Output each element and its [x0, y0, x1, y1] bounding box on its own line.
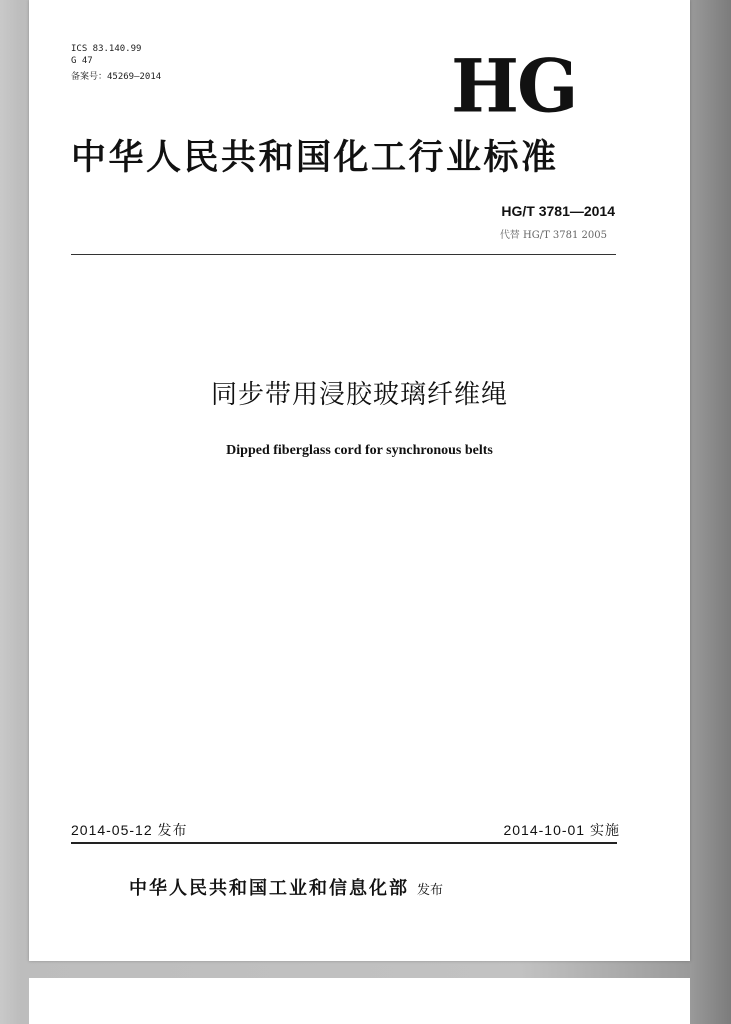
classification-block [71, 40, 161, 86]
issuer-name: 中华人民共和国工业和信息化部 [129, 878, 409, 899]
issue-date: 2014-05-12 发布 [71, 822, 188, 838]
replaces-standard: 代替 HG/T 3781 2005 [499, 230, 607, 241]
next-page-edge [29, 978, 690, 1024]
ccs-code: G 47 [71, 56, 93, 66]
ics-code: ICS 83.140.99 [71, 44, 142, 54]
hg-logo: HG [451, 42, 577, 129]
footer-divider [71, 842, 617, 844]
issuing-authority [129, 874, 443, 900]
record-number: 备案号：45269—2014 [71, 72, 162, 82]
document-title-chinese: 同步带用浸胶玻璃纤维绳 [210, 380, 508, 410]
document-title-english: Dipped fiberglass cord for synchronous belts [226, 443, 493, 458]
header-divider [71, 254, 616, 255]
industry-standard-title: 中华人民共和国化工行业标准 [71, 137, 559, 178]
implementation-date: 2014-10-01 实施 [503, 822, 620, 838]
standard-number: HG/T 3781—2014 [501, 203, 615, 219]
issuer-suffix: 发布 [417, 883, 444, 898]
document-page [29, 0, 690, 961]
